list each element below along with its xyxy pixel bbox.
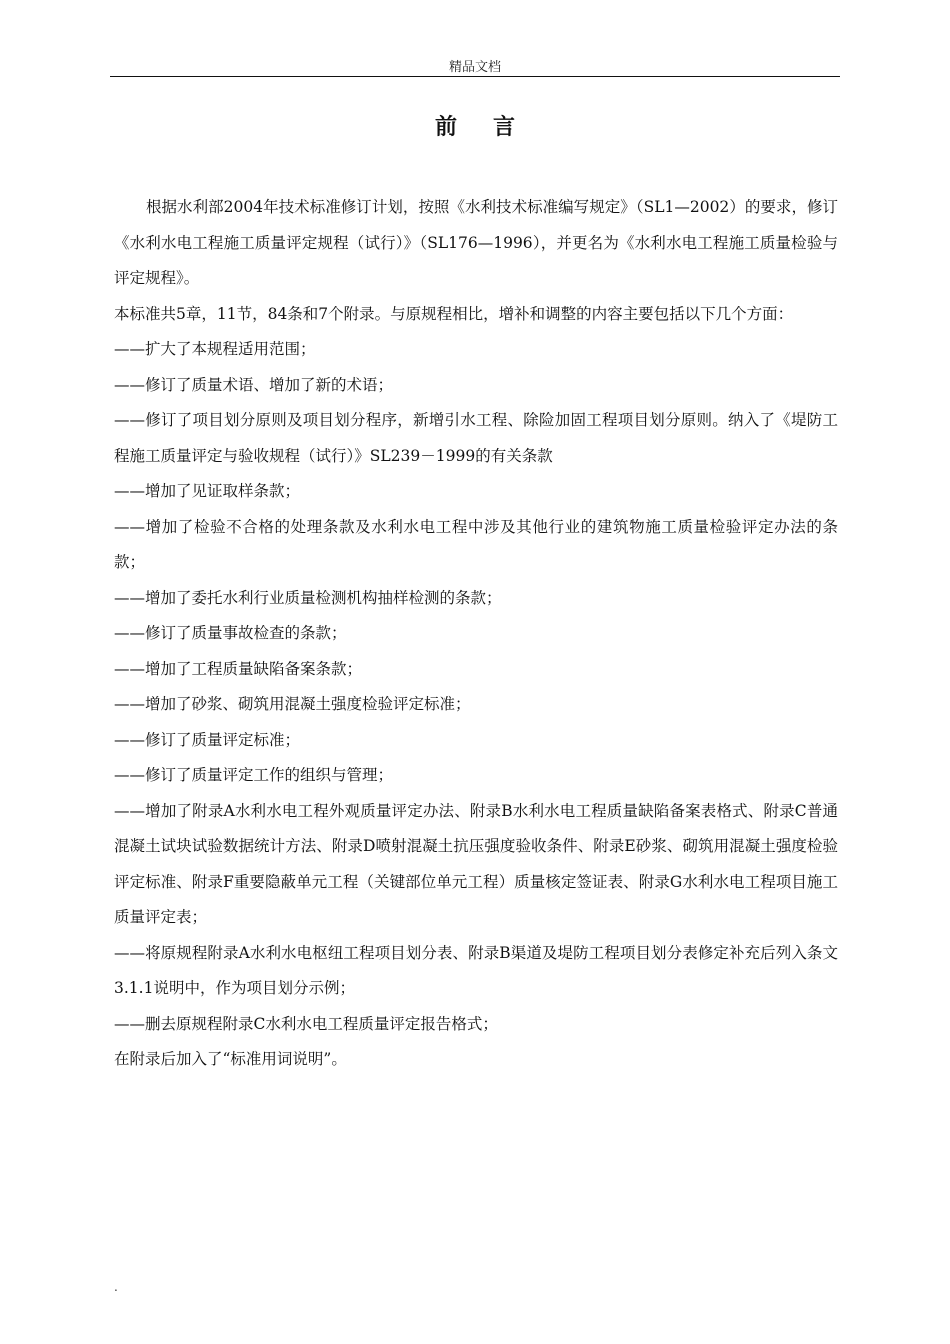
list-item: ——增加了委托水利行业质量检测机构抽样检测的条款； [114, 588, 502, 607]
footer-mark: . [114, 1280, 118, 1294]
list-item: ——增加了砂浆、砌筑用混凝土强度检验评定标准； [114, 695, 471, 713]
list-item: ——删去原规程附录C水利水电工程质量评定报告格式； [114, 1014, 498, 1033]
paragraph-closing: 在附录后加入了“标准用词说明”。 [114, 1050, 347, 1068]
paragraph-intro: 根据水利部2004年技术标准修订计划，按照《水利技术标准编写规定》（SL1—2002）的要求，修订《水利水电工程施工质量评定规程（试行）》（SL176—1996），并更名为《水利水电工程施工质量检验与评定规程》。 [114, 198, 838, 287]
document-body [114, 190, 838, 1078]
list-item: ——修订了质量事故检查的条款； [114, 624, 347, 642]
header-divider [110, 76, 840, 77]
list-item: ——修订了项目划分原则及项目划分程序，新增引水工程、除险加固工程项目划分原则。纳入了《堤防工程施工质量评定与验收规程（试行）》SL239－1999的有关条款 [114, 411, 838, 465]
list-item: ——将原规程附录A水利水电枢纽工程项目划分表、附录B渠道及堤防工程项目划分表修定补充后列入条文3.1.1说明中，作为项目划分示例； [114, 943, 838, 997]
list-item: ——增加了附录A水利水电工程外观质量评定办法、附录B水利水电工程质量缺陷备案表格式、附录C普通混凝土试块试验数据统计方法、附录D喷射混凝土抗压强度验收条件、附录E砂浆、砌筑用混凝土强度检验评定标准、附录F重要隐蔽单元工程（关键部位单元工程）质量核定签证表、附录G水利水电工程项目施工质量评定表； [114, 801, 838, 926]
list-item: ——修订了质量术语、增加了新的术语； [114, 375, 394, 394]
page-title: 前言 [434, 114, 551, 140]
list-item: ——增加了见证取样条款； [114, 482, 301, 500]
paragraph-scope: 本标准共5章，11节，84条和7个附录。与原规程相比，增补和调整的内容主要包括以下几个方面： [114, 304, 794, 323]
list-item: ——增加了检验不合格的处理条款及水利水电工程中涉及其他行业的建筑物施工质量检验评定办法的条款； [114, 517, 838, 571]
page-header-label: 精品文档 [448, 60, 501, 75]
list-item: ——修订了质量评定标准； [114, 730, 301, 749]
list-item: ——扩大了本规程适用范围； [114, 340, 316, 358]
list-item: ——修订了质量评定工作的组织与管理； [114, 766, 394, 784]
list-item: ——增加了工程质量缺陷备案条款； [114, 659, 363, 678]
